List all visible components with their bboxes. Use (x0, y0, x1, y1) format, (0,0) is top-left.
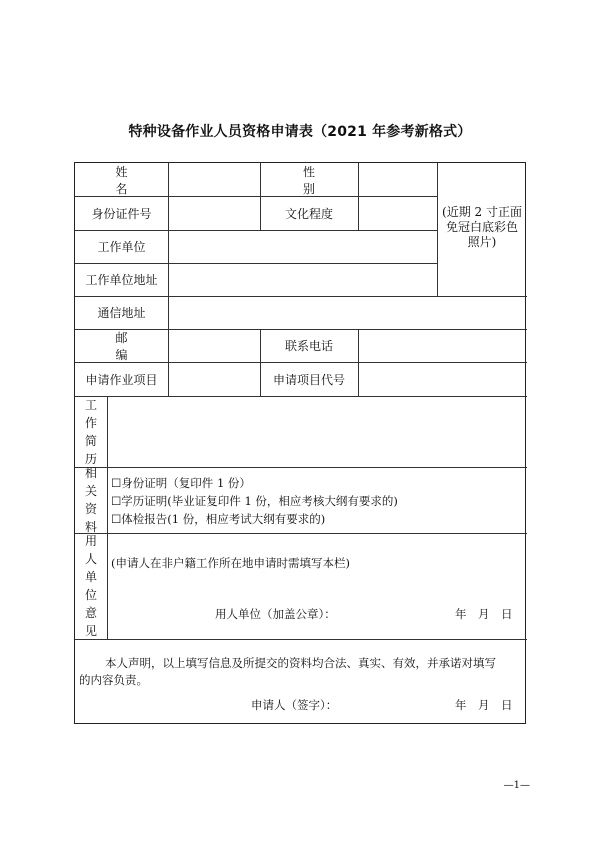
employer-date-label: 年 月 日 (455, 607, 513, 621)
declaration-text-line2: 的内容负责。 (79, 673, 148, 687)
applied-item-input[interactable] (168, 362, 260, 396)
gender-label: 性别 (302, 164, 341, 196)
document-education-checkbox[interactable]: ☐学历证明(毕业证复印件 1 份，相应考核大纲有要求的) (111, 494, 398, 508)
form-title: 特种设备作业人员资格申请表（2021 年参考新格式） (128, 124, 472, 140)
employer-address-label: 工作单位地址 (85, 273, 158, 287)
photo-placeholder[interactable] (437, 205, 527, 250)
document-medical-checkbox[interactable]: ☐体检报告(1 份，相应考试大纲有要求的) (111, 512, 326, 526)
application-form (74, 162, 526, 724)
photo-note-line: (近期 2 寸正面 (442, 205, 522, 219)
applied-item-label: 申请作业项目 (85, 372, 158, 387)
photo-note-line: 免冠白底彩色 (445, 220, 518, 234)
signature-date-label: 年 月 日 (455, 698, 513, 712)
phone-label: 联系电话 (284, 339, 333, 353)
employer-address-input[interactable] (168, 263, 437, 296)
work-history-input[interactable] (107, 396, 527, 467)
id-number-label: 身份证件号 (91, 206, 152, 221)
education-input[interactable] (358, 196, 437, 230)
employer-label: 工作单位 (97, 240, 146, 254)
mailing-address-input[interactable] (168, 296, 527, 329)
document-id-proof-checkbox[interactable]: ☐身份证明（复印件 1 份） (111, 476, 251, 490)
item-code-input[interactable] (358, 362, 527, 396)
employer-input[interactable] (168, 230, 437, 263)
employer-opinion-label: 用 人 单 位 意 见 (84, 534, 97, 638)
signature-label: 申请人（签字）： (251, 698, 338, 712)
id-number-input[interactable] (168, 196, 260, 230)
declaration-text-line1: 本人声明，以上填写信息及所提交的资料均合法、真实、有效，并承诺对填写 (105, 656, 496, 670)
postal-code-input[interactable] (168, 329, 260, 362)
page-number: —1— (503, 780, 530, 791)
photo-note-line: 照片) (467, 235, 497, 249)
employer-opinion-note: (申请人在非户籍工作所在地申请时需填写本栏) (111, 556, 350, 570)
employer-stamp-label: 用人单位（加盖公章）： (215, 607, 336, 621)
work-history-label: 工 作 简 历 (84, 397, 97, 466)
documents-label: 相 关 资 料 (84, 466, 97, 534)
gender-input[interactable] (358, 163, 437, 196)
mailing-address-label: 通信地址 (97, 306, 146, 320)
item-code-label: 申请项目代号 (272, 372, 345, 387)
postal-code-label: 邮编 (115, 330, 168, 362)
name-label: 姓名 (115, 164, 154, 196)
name-input[interactable] (168, 163, 260, 196)
phone-input[interactable] (358, 329, 527, 362)
education-label: 文化程度 (284, 206, 333, 221)
